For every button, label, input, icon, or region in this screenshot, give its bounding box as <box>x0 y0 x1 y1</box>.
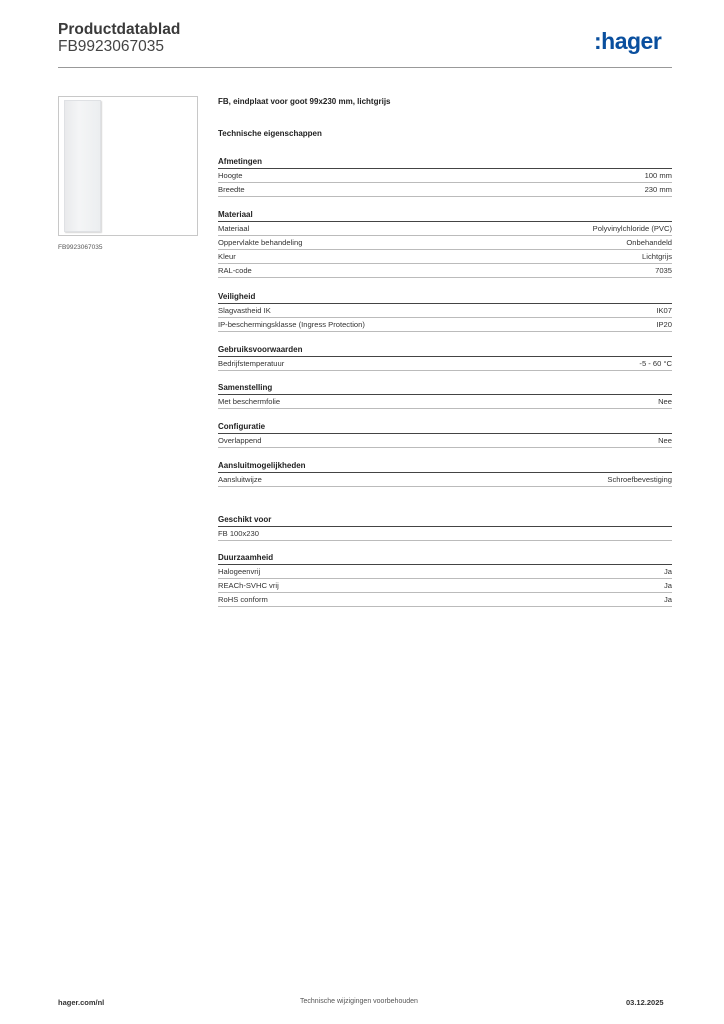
spec-value: Ja <box>663 581 672 590</box>
section-title: Samenstelling <box>218 382 672 395</box>
spec-label: Aansluitwijze <box>218 475 262 484</box>
spec-row <box>218 565 672 579</box>
spec-row <box>218 593 672 607</box>
product-description: FB, eindplaat voor goot 99x230 mm, lichtgrijs <box>218 97 391 106</box>
header-divider <box>58 67 672 68</box>
spec-label: Bedrijfstemperatuur <box>218 359 285 368</box>
product-image-caption: FB9923067035 <box>58 244 103 251</box>
spec-value: 7035 <box>655 266 672 275</box>
spec-value: IP20 <box>656 320 672 329</box>
spec-label: RAL-code <box>218 266 252 275</box>
section-title: Gebruiksvoorwaarden <box>218 344 672 357</box>
spec-value: Nee <box>658 397 672 406</box>
spec-section <box>218 421 672 448</box>
spec-label: Met beschermfolie <box>218 397 281 406</box>
spec-section <box>218 156 672 197</box>
spec-value: Onbehandeld <box>626 238 672 247</box>
spec-section <box>218 344 672 371</box>
spec-label: Breedte <box>218 185 245 194</box>
spec-value: IK07 <box>656 306 672 315</box>
content-area <box>218 97 672 604</box>
spec-value: -5 - 60 °C <box>639 359 672 368</box>
footer-disclaimer: Technische wijzigingen voorbehouden <box>300 998 418 1005</box>
spec-row <box>218 222 672 236</box>
spec-row <box>218 395 672 409</box>
spec-row <box>218 357 672 371</box>
spec-value: Ja <box>663 567 672 576</box>
technical-properties-title: Technische eigenschappen <box>218 129 322 138</box>
spec-row <box>218 527 672 541</box>
section-title: Configuratie <box>218 421 672 434</box>
section-title: Geschikt voor <box>218 514 672 527</box>
spec-value: Ja <box>663 595 672 604</box>
footer-date: 03.12.2025 <box>626 998 664 1007</box>
footer-website[interactable]: hager.com/nl <box>58 998 105 1007</box>
spec-section <box>218 382 672 409</box>
spec-section <box>218 552 672 607</box>
spec-label: RoHS conform <box>218 595 268 604</box>
spec-label: Materiaal <box>218 224 250 233</box>
spec-label: REACh-SVHC vrij <box>218 581 279 590</box>
product-image <box>64 100 101 232</box>
spec-label: Slagvastheid IK <box>218 306 271 315</box>
spec-value: 230 mm <box>644 185 672 194</box>
spec-row <box>218 264 672 278</box>
section-title: Materiaal <box>218 209 672 222</box>
spec-label: IP-beschermingsklasse (Ingress Protection) <box>218 320 365 329</box>
spec-row <box>218 318 672 332</box>
spec-row <box>218 473 672 487</box>
spec-row <box>218 169 672 183</box>
spec-label: FB 100x230 <box>218 529 259 538</box>
spec-row <box>218 236 672 250</box>
product-code: FB9923067035 <box>58 38 165 55</box>
spec-value: Polyvinylchloride (PVC) <box>592 224 672 233</box>
section-title: Veiligheid <box>218 291 672 304</box>
spec-row <box>218 183 672 197</box>
spec-label: Kleur <box>218 252 236 261</box>
hager-logo: :hager <box>594 28 662 54</box>
spec-label: Overlappend <box>218 436 262 445</box>
spec-label: Hoogte <box>218 171 243 180</box>
spec-value: Nee <box>658 436 672 445</box>
spec-row <box>218 250 672 264</box>
spec-value: Lichtgrijs <box>642 252 672 261</box>
section-title: Afmetingen <box>218 156 672 169</box>
product-image-frame <box>58 96 198 236</box>
spec-value: Schroefbevestiging <box>607 475 672 484</box>
spec-section <box>218 514 672 541</box>
section-title: Aansluitmogelijkheden <box>218 460 672 473</box>
spec-row <box>218 304 672 318</box>
spec-section <box>218 209 672 278</box>
spec-row <box>218 579 672 593</box>
spec-row <box>218 434 672 448</box>
page-title: Productdatablad <box>58 21 181 38</box>
spec-section <box>218 460 672 487</box>
spec-label: Halogeenvrij <box>218 567 261 576</box>
section-title: Duurzaamheid <box>218 552 672 565</box>
spec-section <box>218 291 672 332</box>
spec-label: Oppervlakte behandeling <box>218 238 303 247</box>
spec-value: 100 mm <box>644 171 672 180</box>
